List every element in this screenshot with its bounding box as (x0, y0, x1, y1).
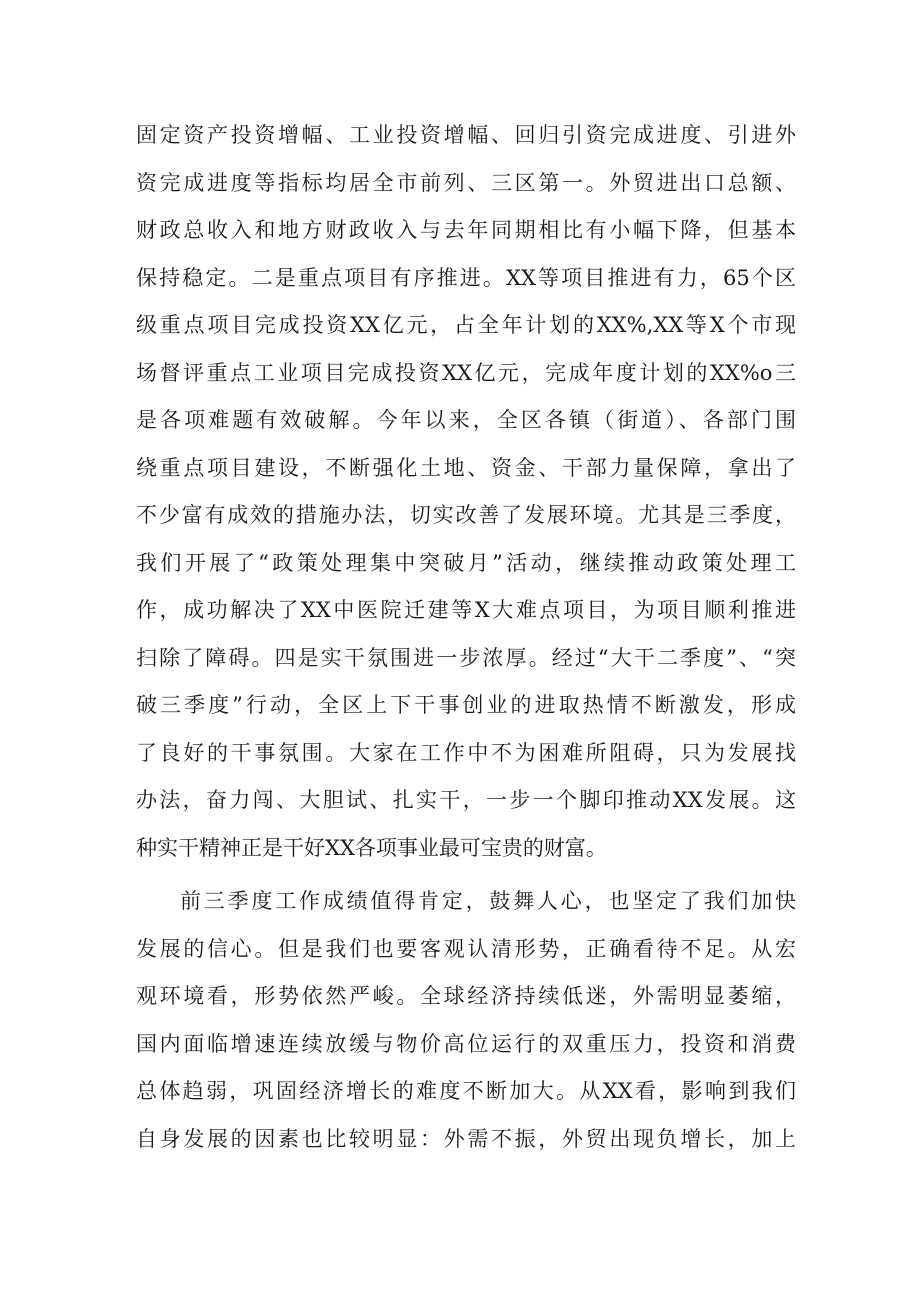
text-line: 级重点项目完成投资XX亿元，占全年计划的XX%,XX等X个市现 (136, 313, 796, 337)
text-line: 种实干精神正是干好XX各项事业最可宝贵的财富。 (136, 835, 607, 860)
paragraph-2 (136, 878, 796, 1163)
text-line: 不少富有成效的措施办法，切实改善了发展环境。尤其是三季度， (136, 503, 796, 527)
text-line: 场督评重点工业项目完成投资XX亿元，完成年度计划的XX%o三 (136, 360, 796, 385)
text-line: 破三季度”行动，全区上下干事创业的进取热情不断激发，形成 (136, 693, 796, 717)
text-line: 办法，奋力闯、大胆试、扎实干，一步一个脚印推动XX发展。这 (136, 788, 796, 812)
text-line: 国内面临增速连续放缓与物价高位运行的双重压力，投资和消费 (136, 1031, 796, 1056)
text-line: 发展的信心。但是我们也要客观认清形势，正确看待不足。从宏 (136, 936, 796, 961)
text-line: 保持稳定。二是重点项目有序推进。XX等项目推进有力，65个区 (136, 265, 796, 290)
body-text (136, 112, 796, 1163)
text-line: 前三季度工作成绩值得肯定，鼓舞人心，也坚定了我们加快 (180, 889, 796, 913)
text-line: 观环境看，形势依然严峻。全球经济持续低迷，外需明显萎缩， (136, 984, 796, 1008)
text-line: 扫除了障碍。四是实干氛围进一步浓厚。经过“大干二季度”、“突 (136, 645, 796, 670)
text-line: 财政总收入和地方财政收入与去年同期相比有小幅下降，但基本 (136, 218, 796, 242)
text-line: 是各项难题有效破解。今年以来，全区各镇（街道）、各部门围 (136, 408, 796, 432)
text-line: 作，成功解决了XX中医院迁建等X大难点项目，为项目顺利推进 (136, 598, 796, 622)
text-line: 固定资产投资增幅、工业投资增幅、回归引资完成进度、引进外 (136, 123, 796, 147)
paragraph-1 (136, 112, 796, 872)
text-line: 绕重点项目建设，不断强化土地、资金、干部力量保障，拿出了 (136, 455, 796, 480)
text-line: 资完成进度等指标均居全市前列、三区第一。外贸进出口总额、 (136, 170, 796, 195)
text-line: 了良好的干事氛围。大家在工作中不为困难所阻碍，只为发展找 (136, 740, 796, 765)
text-line: 我们开展了“政策处理集中突破月”活动，继续推动政策处理工 (136, 550, 796, 575)
text-line: 总体趋弱，巩固经济增长的难度不断加大。从XX看，影响到我们 (136, 1079, 796, 1103)
text-line: 自身发展的因素也比较明显：外需不振，外贸出现负增长，加上 (136, 1126, 796, 1151)
